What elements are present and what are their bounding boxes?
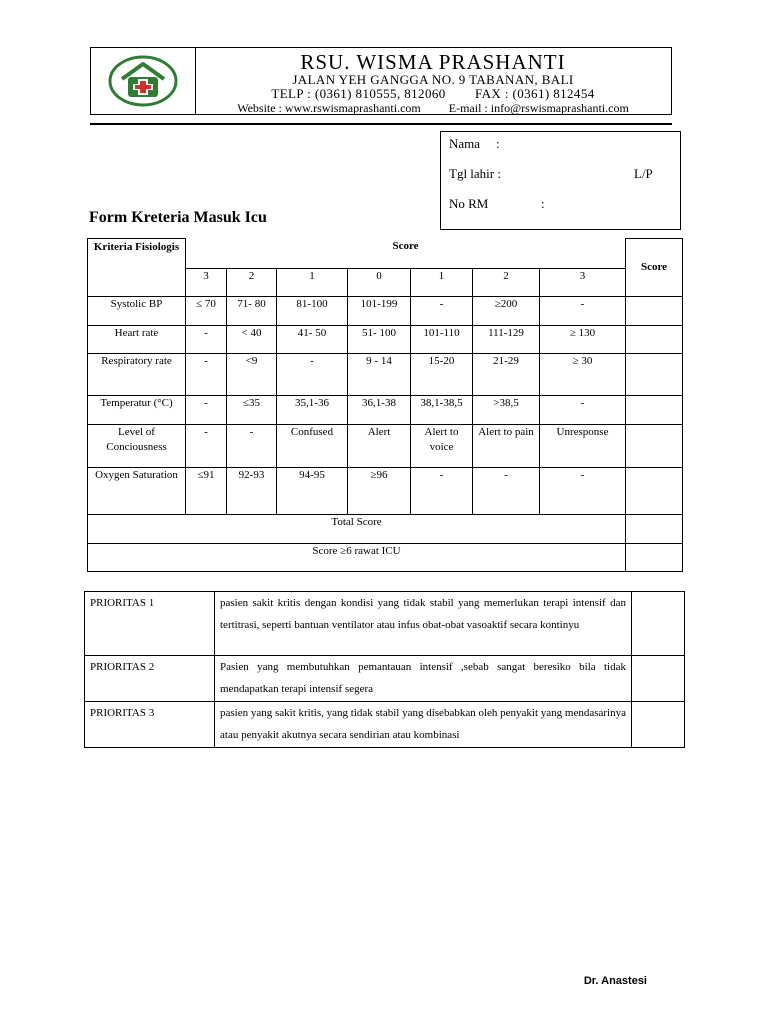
table-cell: ≤35 [227, 396, 277, 425]
signature: Dr. Anastesi [583, 975, 647, 987]
priority-row [85, 592, 685, 656]
table-cell: - [473, 468, 540, 515]
table-cell: < 40 [227, 326, 277, 354]
hospital-address: JALAN YEH GANGGA NO. 9 TABANAN, BALI [292, 72, 574, 87]
hospital-name: RSU. WISMA PRASHANTI [300, 50, 566, 74]
table-cell: 92-93 [227, 468, 277, 515]
table-row [88, 396, 683, 425]
score-group-header: Score [186, 239, 626, 269]
table-cell: ≥ 30 [540, 354, 626, 396]
score-cell [626, 326, 683, 354]
table-cell: - [540, 468, 626, 515]
table-cell: 38,1-38,5 [411, 396, 473, 425]
score-level: 3 [540, 269, 626, 297]
header-divider [90, 123, 672, 125]
priority-row [85, 702, 685, 748]
nama-label: Nama [449, 136, 481, 151]
score-cell [626, 468, 683, 515]
icu-rule-row [88, 544, 683, 572]
table-cell: Confused [277, 425, 348, 468]
priority-row [85, 656, 685, 702]
score-level: 0 [348, 269, 411, 297]
criteria-label: Temperatur (°C) [88, 396, 186, 425]
priority-check-cell [632, 592, 685, 656]
tgl-lahir-label: Tgl lahir : [449, 166, 501, 181]
table-cell: - [540, 396, 626, 425]
table-cell: 41- 50 [277, 326, 348, 354]
table-cell: - [186, 396, 227, 425]
contact-line [195, 87, 671, 101]
table-cell: - [227, 425, 277, 468]
hospital-fax: FAX : (0361) 812454 [474, 86, 595, 101]
table-cell: Alert [348, 425, 411, 468]
table-cell: - [411, 297, 473, 326]
table-cell: ≥200 [473, 297, 540, 326]
table-cell: >38,5 [473, 396, 540, 425]
priority-label: PRIORITAS 2 [85, 656, 215, 702]
icu-rule-cell [626, 544, 683, 572]
score-column-header: Score [626, 239, 683, 297]
table-cell: ≤91 [186, 468, 227, 515]
table-cell: ≥ 130 [540, 326, 626, 354]
patient-info-box [440, 131, 681, 230]
icu-rule-label: Score ≥6 rawat ICU [88, 544, 626, 572]
table-cell: 15-20 [411, 354, 473, 396]
score-cell [626, 396, 683, 425]
table-cell: 101-199 [348, 297, 411, 326]
table-cell: 9 - 14 [348, 354, 411, 396]
form-title: Form Kreteria Masuk Icu [89, 209, 267, 226]
table-cell: - [411, 468, 473, 515]
table-row [88, 468, 683, 515]
priority-description: pasien sakit kritis dengan kondisi yang tidak stabil yang memerlukan terapi intensif dan tertitrasi, seperti bantuan ventilator atau infus obat-obat vasoaktif secara kontinyu [215, 592, 632, 656]
score-cell [626, 425, 683, 468]
letterhead [90, 47, 672, 115]
table-cell: - [277, 354, 348, 396]
criteria-label: Respiratory rate [88, 354, 186, 396]
criteria-label: Level of Conciousness [88, 425, 186, 468]
total-score-label: Total Score [88, 515, 626, 544]
logo-box [91, 48, 196, 114]
icu-criteria-table [87, 238, 683, 572]
table-cell: <9 [227, 354, 277, 396]
priority-check-cell [632, 656, 685, 702]
table-cell: 81-100 [277, 297, 348, 326]
sex-label: L/P [634, 166, 653, 181]
table-cell: - [540, 297, 626, 326]
web-line [195, 101, 671, 115]
criteria-label: Heart rate [88, 326, 186, 354]
criteria-label: Systolic BP [88, 297, 186, 326]
score-level: 1 [277, 269, 348, 297]
total-score-cell [626, 515, 683, 544]
criteria-header: Kriteria Fisiologis [88, 239, 186, 297]
hospital-website: Website : www.rswismaprashanti.com [237, 101, 421, 115]
score-level: 2 [473, 269, 540, 297]
table-row [88, 425, 683, 468]
score-level: 1 [411, 269, 473, 297]
table-cell: - [186, 425, 227, 468]
no-rm-label: No RM [449, 196, 489, 211]
nama-separator: : [496, 136, 500, 151]
total-score-row [88, 515, 683, 544]
no-rm-separator: : [541, 196, 545, 211]
table-cell: Alert to voice [411, 425, 473, 468]
criteria-label: Oxygen Saturation [88, 468, 186, 515]
priority-label: PRIORITAS 1 [85, 592, 215, 656]
score-cell [626, 354, 683, 396]
table-cell: 35,1-36 [277, 396, 348, 425]
table-row [88, 297, 683, 326]
table-cell: 111-129 [473, 326, 540, 354]
table-cell: ≤ 70 [186, 297, 227, 326]
priority-table [84, 591, 685, 748]
table-cell: 71- 80 [227, 297, 277, 326]
score-cell [626, 297, 683, 326]
table-cell: 101-110 [411, 326, 473, 354]
table-cell: 94-95 [277, 468, 348, 515]
hospital-email: E-mail : info@rswismaprashanti.com [448, 101, 629, 115]
table-cell: ≥96 [348, 468, 411, 515]
priority-label: PRIORITAS 3 [85, 702, 215, 748]
table-cell: 21-29 [473, 354, 540, 396]
table-cell: - [186, 326, 227, 354]
priority-description: Pasien yang membutuhkan pemantauan intensif ,sebab sangat beresiko bila tidak mendapatkan terapi intensif segera [215, 656, 632, 702]
table-row [88, 326, 683, 354]
table-cell: 51- 100 [348, 326, 411, 354]
table-cell: 36,1-38 [348, 396, 411, 425]
priority-description: pasien yang sakit kritis, yang tidak stabil yang disebabkan oleh penyakit yang mendasarinya atau penyakit akutnya secara sendirian atau kombinasi [215, 702, 632, 748]
hospital-phone: TELP : (0361) 810555, 812060 [271, 86, 446, 101]
hospital-cross-logo-icon [108, 55, 178, 107]
score-level: 3 [186, 269, 227, 297]
table-cell: Alert to pain [473, 425, 540, 468]
table-cell: Unresponse [540, 425, 626, 468]
priority-check-cell [632, 702, 685, 748]
table-cell: - [186, 354, 227, 396]
score-level: 2 [227, 269, 277, 297]
table-row [88, 354, 683, 396]
